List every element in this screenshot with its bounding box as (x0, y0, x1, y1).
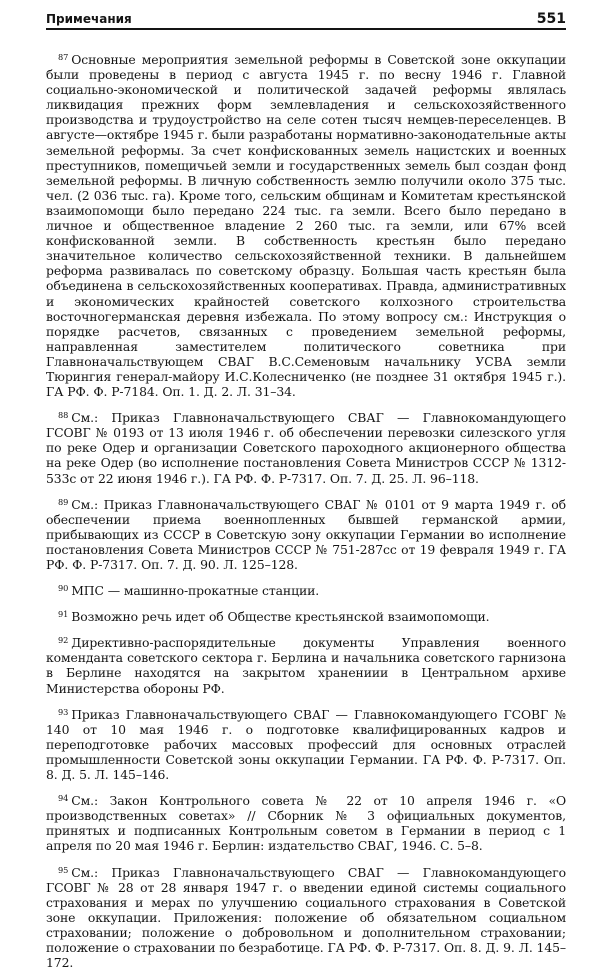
note-number: 92 (58, 635, 68, 645)
note-number: 88 (58, 410, 68, 420)
running-title: Примечания (46, 12, 132, 28)
endnote-94 (46, 791, 566, 853)
note-text: См.: Приказ Главноначальствующего СВАГ — Главнокомандующего ГСОВГ № 0193 от 13 июля 1946 г. об обеспечении перевозки силезского угля по реке Одер и организации Советского пароходного акционерного общества на реке Одер (во исполнение постановления Совета Министров СССР № 1312-533с от 22 июня 1946 г.). ГА РФ. Ф. Р-7317. Оп. 7. Д. 25. Л. 96–118. (46, 410, 566, 485)
note-number: 94 (58, 793, 68, 803)
note-text: Директивно-распорядительные документы Управления военного коменданта советского сектора г. Берлина и начальника советского гарнизона в Берлине находятся на закрытом хранениии в Центральном архиве Министерства обороны РФ. (46, 635, 566, 695)
note-number: 91 (58, 609, 68, 619)
note-number: 90 (58, 583, 68, 593)
running-header (46, 0, 566, 30)
endnote-89 (46, 495, 566, 572)
endnote-91 (46, 607, 566, 624)
endnote-87 (46, 50, 566, 399)
endnote-88 (46, 408, 566, 485)
note-text: См.: Приказ Главноначальствующего СВАГ № 0101 от 9 марта 1949 г. об обеспечении приема военнопленных бывшей германской армии, прибывающих из СССР в Советскую зону оккупации Германии во исполнение постановления Совета Министров СССР № 751-287сс от 19 февраля 1949 г. ГА РФ. Ф. Р-7317. Оп. 7. Д. 90. Л. 125–128. (46, 497, 566, 572)
note-number: 87 (58, 52, 68, 62)
note-text: Возможно речь идет об Обществе крестьянской взаимопомощи. (71, 609, 489, 624)
note-text: МПС — машинно-прокатные станции. (71, 583, 319, 598)
endnote-92 (46, 633, 566, 695)
endnote-90 (46, 581, 566, 598)
note-text: Основные мероприятия земельной реформы в Советской зоне оккупации были проведены в период с августа 1945 г. по весну 1946 г. Главной социально-экономической и политической задачей реформы являлась ликвидация прежних форм землевладения и сельскохозяйственного производства и трудоустройство на селе сотен тысяч немцев-переселенцев. В августе—октябре 1945 г. были разработаны нормативно-законодательные акты земельной реформы. За счет конфискованных земель нацистских и военных преступников, помещичьей земли и государственных земель был создан фонд земельной реформы. В личную собственность землю получили около 375 тыс. чел. (2 036 тыс. га). Кроме того, сельским общинам и Комитетам крестьянской взаимопомощи было передано 224 тыс. га земли. Всего было передано в личное и общественное владение 2 260 тыс. га земли, или 67% всей конфискованной земли. В собственность крестьян было передано значительное количество сельскохозяйственной техники. В дальнейшем реформа развивалась по советскому образцу. Большая часть крестьян была объединена в сельскохозяйственных кооперативах. Правда, административных и экономических крайностей советского колхозного строительства восточногерманская деревня избежала. По этому вопросу см.: Инструкция о порядке расчетов, связанных с проведением земельной реформы, направленная заместителем политического советника при Главноначальствующем СВАГ В.С.Семеновым начальнику УСВА земли Тюрингия генерал-майору И.С.Колесниченко (не позднее 31 октября 1945 г.). ГА РФ. Ф. Р-7184. Оп. 1. Д. 2. Л. 31–34. (46, 52, 566, 399)
note-number: 89 (58, 497, 68, 507)
page-number: 551 (537, 11, 566, 28)
note-text: См.: Приказ Главноначальствующего СВАГ — Главнокомандующего ГСОВГ № 28 от 28 января 1947 г. о введении единой системы социального страхования и мерах по улучшению социального страхования в Советской зоне оккупации. Приложения: положение об обязательном социальном страховании; положение о добровольном и дополнительном страховании; положение о страховании по безработице. ГА РФ. Ф. Р-7317. Оп. 8. Д. 9. Л. 145–172. (46, 865, 566, 970)
endnote-93 (46, 705, 566, 782)
endnote-95 (46, 863, 566, 970)
note-number: 95 (58, 865, 68, 875)
note-text: Приказ Главноначальствующего СВАГ — Главнокомандующего ГСОВГ № 140 от 10 мая 1946 г. о подготовке квалифицированных кадров и переподготовке рабочих массовых профессий для основных отраслей промышленности Советской зоны оккупации Германии. ГА РФ. Ф. Р-7317. Оп. 8. Д. 5. Л. 145–146. (46, 707, 566, 782)
note-number: 93 (58, 707, 68, 717)
note-text: См.: Закон Контрольного совета № 22 от 10 апреля 1946 г. «О производственных советах» // Сборник № 3 официальных документов, принятых и подписанных Контрольным советом в Германии в период с 1 апреля по 20 мая 1946 г. Берлин: издательство СВАГ, 1946. С. 5–8. (46, 793, 566, 853)
endnotes-list (46, 50, 566, 970)
